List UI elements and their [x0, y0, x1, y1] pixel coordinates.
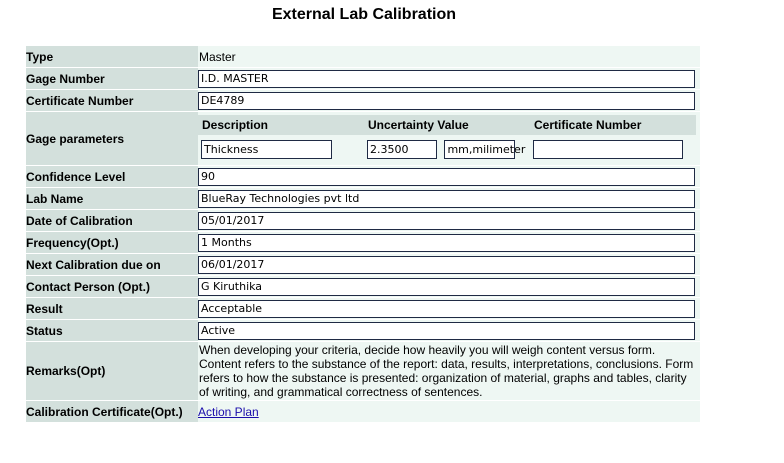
- row-contact-person: [26, 276, 700, 298]
- certificate-number-field[interactable]: DE4789: [198, 92, 695, 110]
- gage-parameters-table: [198, 115, 696, 163]
- param-header-description: Description: [198, 115, 364, 135]
- row-gage-number: [26, 68, 700, 90]
- next-calibration-label: Next Calibration due on: [26, 254, 198, 276]
- row-gage-parameters: [26, 112, 700, 166]
- param-header-certificate: Certificate Number: [530, 115, 696, 135]
- frequency-field[interactable]: 1 Months: [198, 234, 695, 252]
- contact-person-label: Contact Person (Opt.): [26, 276, 198, 298]
- row-result: [26, 298, 700, 320]
- result-field[interactable]: Acceptable: [198, 300, 695, 318]
- page-title: External Lab Calibration: [271, 6, 457, 23]
- status-field[interactable]: Active: [198, 322, 695, 340]
- param-header-uncertainty: Uncertainty Value: [364, 115, 530, 135]
- certificate-number-label: Certificate Number: [26, 90, 198, 112]
- param-unit-field[interactable]: mm,milimeter: [444, 140, 515, 159]
- row-next-calibration: [26, 254, 700, 276]
- remarks-label: Remarks(Opt): [26, 342, 198, 401]
- remarks-text: When developing your criteria, decide how heavily you will weigh content versus form. Content refers to the substance of the report: data, results, interpretations, conclusions. Form refers to how the substance is presented: organization of material, graphs and tables, clarity of writing, and grammatical correctness of sentences.: [199, 343, 694, 399]
- param-uncertainty-field[interactable]: 2.3500: [367, 140, 437, 159]
- gage-number-field[interactable]: I.D. MASTER: [198, 70, 695, 88]
- row-frequency: [26, 232, 700, 254]
- frequency-label: Frequency(Opt.): [26, 232, 198, 254]
- type-value: Master: [199, 49, 236, 64]
- row-type: [26, 46, 700, 68]
- param-description-field[interactable]: Thickness: [201, 140, 332, 159]
- row-date-of-calibration: [26, 210, 700, 232]
- gage-parameters-label: Gage parameters: [26, 112, 198, 166]
- row-lab-name: [26, 188, 700, 210]
- lab-name-label: Lab Name: [26, 188, 198, 210]
- row-confidence-level: [26, 166, 700, 188]
- contact-person-field[interactable]: G Kiruthika: [198, 278, 695, 296]
- row-certificate-number: [26, 90, 700, 112]
- date-of-calibration-field[interactable]: 05/01/2017: [198, 212, 695, 230]
- lab-name-field[interactable]: BlueRay Technologies pvt ltd: [198, 190, 695, 208]
- confidence-level-field[interactable]: 90: [198, 168, 695, 186]
- next-calibration-field[interactable]: 06/01/2017: [198, 256, 695, 274]
- row-calibration-certificate: [26, 401, 700, 423]
- date-of-calibration-label: Date of Calibration: [26, 210, 198, 232]
- calibration-certificate-label: Calibration Certificate(Opt.): [26, 401, 198, 423]
- row-remarks: [26, 342, 700, 401]
- result-label: Result: [26, 298, 198, 320]
- type-label: Type: [26, 46, 198, 68]
- calibration-form: [26, 46, 700, 423]
- status-label: Status: [26, 320, 198, 342]
- param-certificate-field[interactable]: [533, 140, 683, 159]
- action-plan-link[interactable]: Action Plan: [198, 404, 259, 419]
- row-status: [26, 320, 700, 342]
- confidence-level-label: Confidence Level: [26, 166, 198, 188]
- gage-number-label: Gage Number: [26, 68, 198, 90]
